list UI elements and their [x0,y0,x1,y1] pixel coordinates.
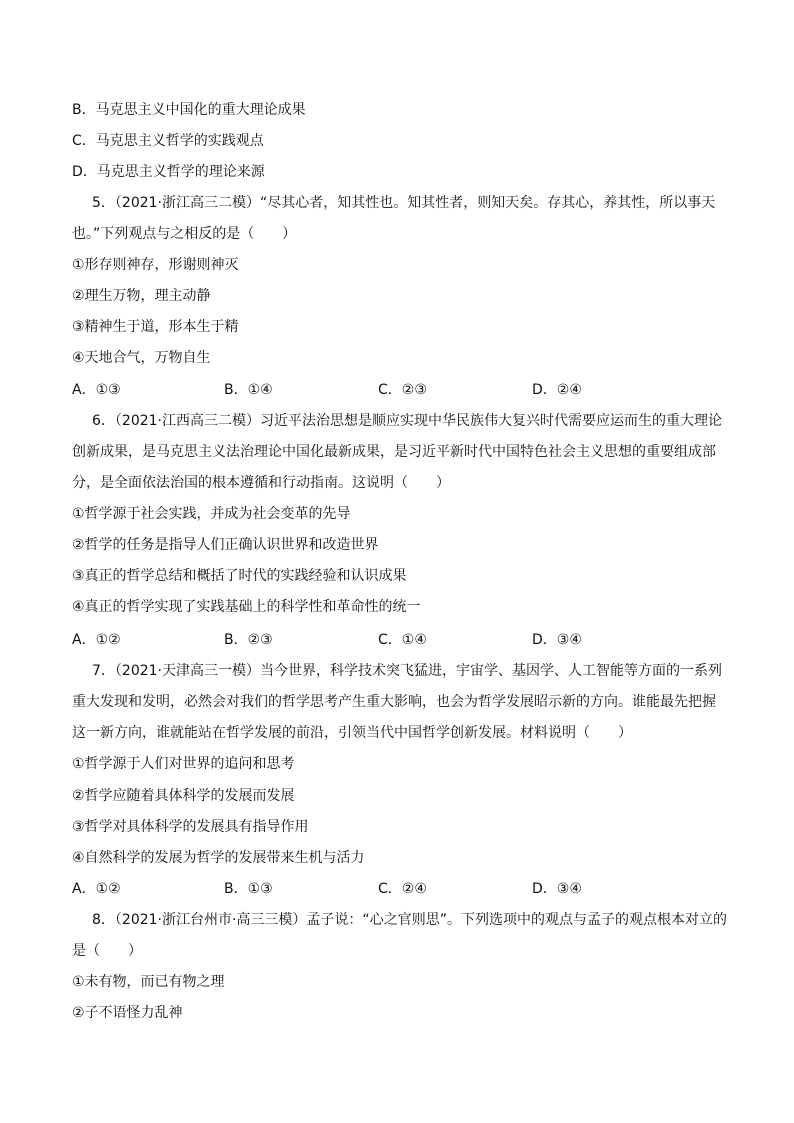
q5-stem-line2: 也。”下列观点与之相反的是（ ） [72,226,297,242]
q7-stem-line3: 这一新方向，谁就能站在哲学发展的前沿，引领当代中国哲学创新发展。材料说明（ ） [72,725,632,741]
q8-item-1: ①未有物，而已有物之理 [72,974,225,990]
q6-item-2: ②哲学的任务是指导人们正确认识世界和改造世界 [72,537,379,553]
q7-choice-c[interactable]: C．②④ [378,881,427,897]
q7-choices [72,879,712,899]
q6-item-1: ①哲学源于社会实践，并成为社会变革的先导 [72,506,351,522]
q4-option-d[interactable]: D．马克思主义哲学的理论来源 [72,164,265,180]
q8-stem-line2: 是（ ） [72,943,142,959]
q7-choice-a[interactable]: A．①② [72,881,121,897]
q5-item-3: ③精神生于道，形本生于精 [72,319,239,335]
q4-option-b[interactable]: B．马克思主义中国化的重大理论成果 [72,102,306,118]
q6-stem-line2: 创新成果，是马克思主义法治理论中国化最新成果，是习近平新时代中国特色社会主义思想的重要组成部 [72,444,716,460]
q7-item-3: ③哲学对具体科学的发展具有指导作用 [72,819,309,835]
q7-choice-b[interactable]: B．①③ [224,881,273,897]
q7-stem-line2: 重大发现和发明，必然会对我们的哲学思考产生重大影响，也会为哲学发展昭示新的方向。谁能最先把握 [72,694,716,710]
q7-item-2: ②哲学应随着具体科学的发展而发展 [72,788,295,804]
q6-item-4: ④真正的哲学实现了实践基础上的科学性和革命性的统一 [72,599,421,615]
q6-item-3: ③真正的哲学总结和概括了时代的实践经验和认识成果 [72,568,407,584]
q5-item-4: ④天地合气，万物自生 [72,350,211,366]
q5-choice-d[interactable]: D．②④ [532,382,582,398]
q6-choice-a[interactable]: A．①② [72,632,121,648]
q5-item-1: ①形存则神存，形谢则神灭 [72,257,239,273]
q8-stem-line1: 8．（2021·浙江台州市·高三三模）孟子说：“心之官则思”。下列选项中的观点与孟子的观点根本对立的 [92,912,727,928]
q5-item-2: ②理生万物，理主动静 [72,288,211,304]
q7-stem-line1: 7．（2021·天津高三一模）当今世界，科学技术突飞猛进，宇宙学、基因学、人工智能等方面的一系列 [92,663,722,679]
q6-choice-d[interactable]: D．③④ [532,632,582,648]
q6-stem-line3: 分，是全面依法治国的根本遵循和行动指南。这说明（ ） [72,475,450,491]
q4-option-c[interactable]: C．马克思主义哲学的实践观点 [72,133,264,149]
q6-choice-c[interactable]: C．①④ [378,632,427,648]
q5-choices [72,380,712,400]
q5-choice-c[interactable]: C．②③ [378,382,427,398]
q6-stem-line1: 6．（2021·江西高三二模）习近平法治思想是顺应实现中华民族伟大复兴时代需要应运而生的重大理论 [92,413,722,429]
q6-choice-b[interactable]: B．②③ [224,632,273,648]
q5-stem-line1: 5．（2021·浙江高三二模）“尽其心者，知其性也。知其性者，则知天矣。存其心，养其性，所以事天 [92,195,716,211]
q7-item-1: ①哲学源于人们对世界的追问和思考 [72,756,295,772]
q7-item-4: ④自然科学的发展为哲学的发展带来生机与活力 [72,850,365,866]
q8-item-2: ②子不语怪力乱神 [72,1005,183,1021]
q7-choice-d[interactable]: D．③④ [532,881,582,897]
q5-choice-a[interactable]: A．①③ [72,382,121,398]
q5-choice-b[interactable]: B．①④ [224,382,273,398]
q6-choices [72,630,712,650]
